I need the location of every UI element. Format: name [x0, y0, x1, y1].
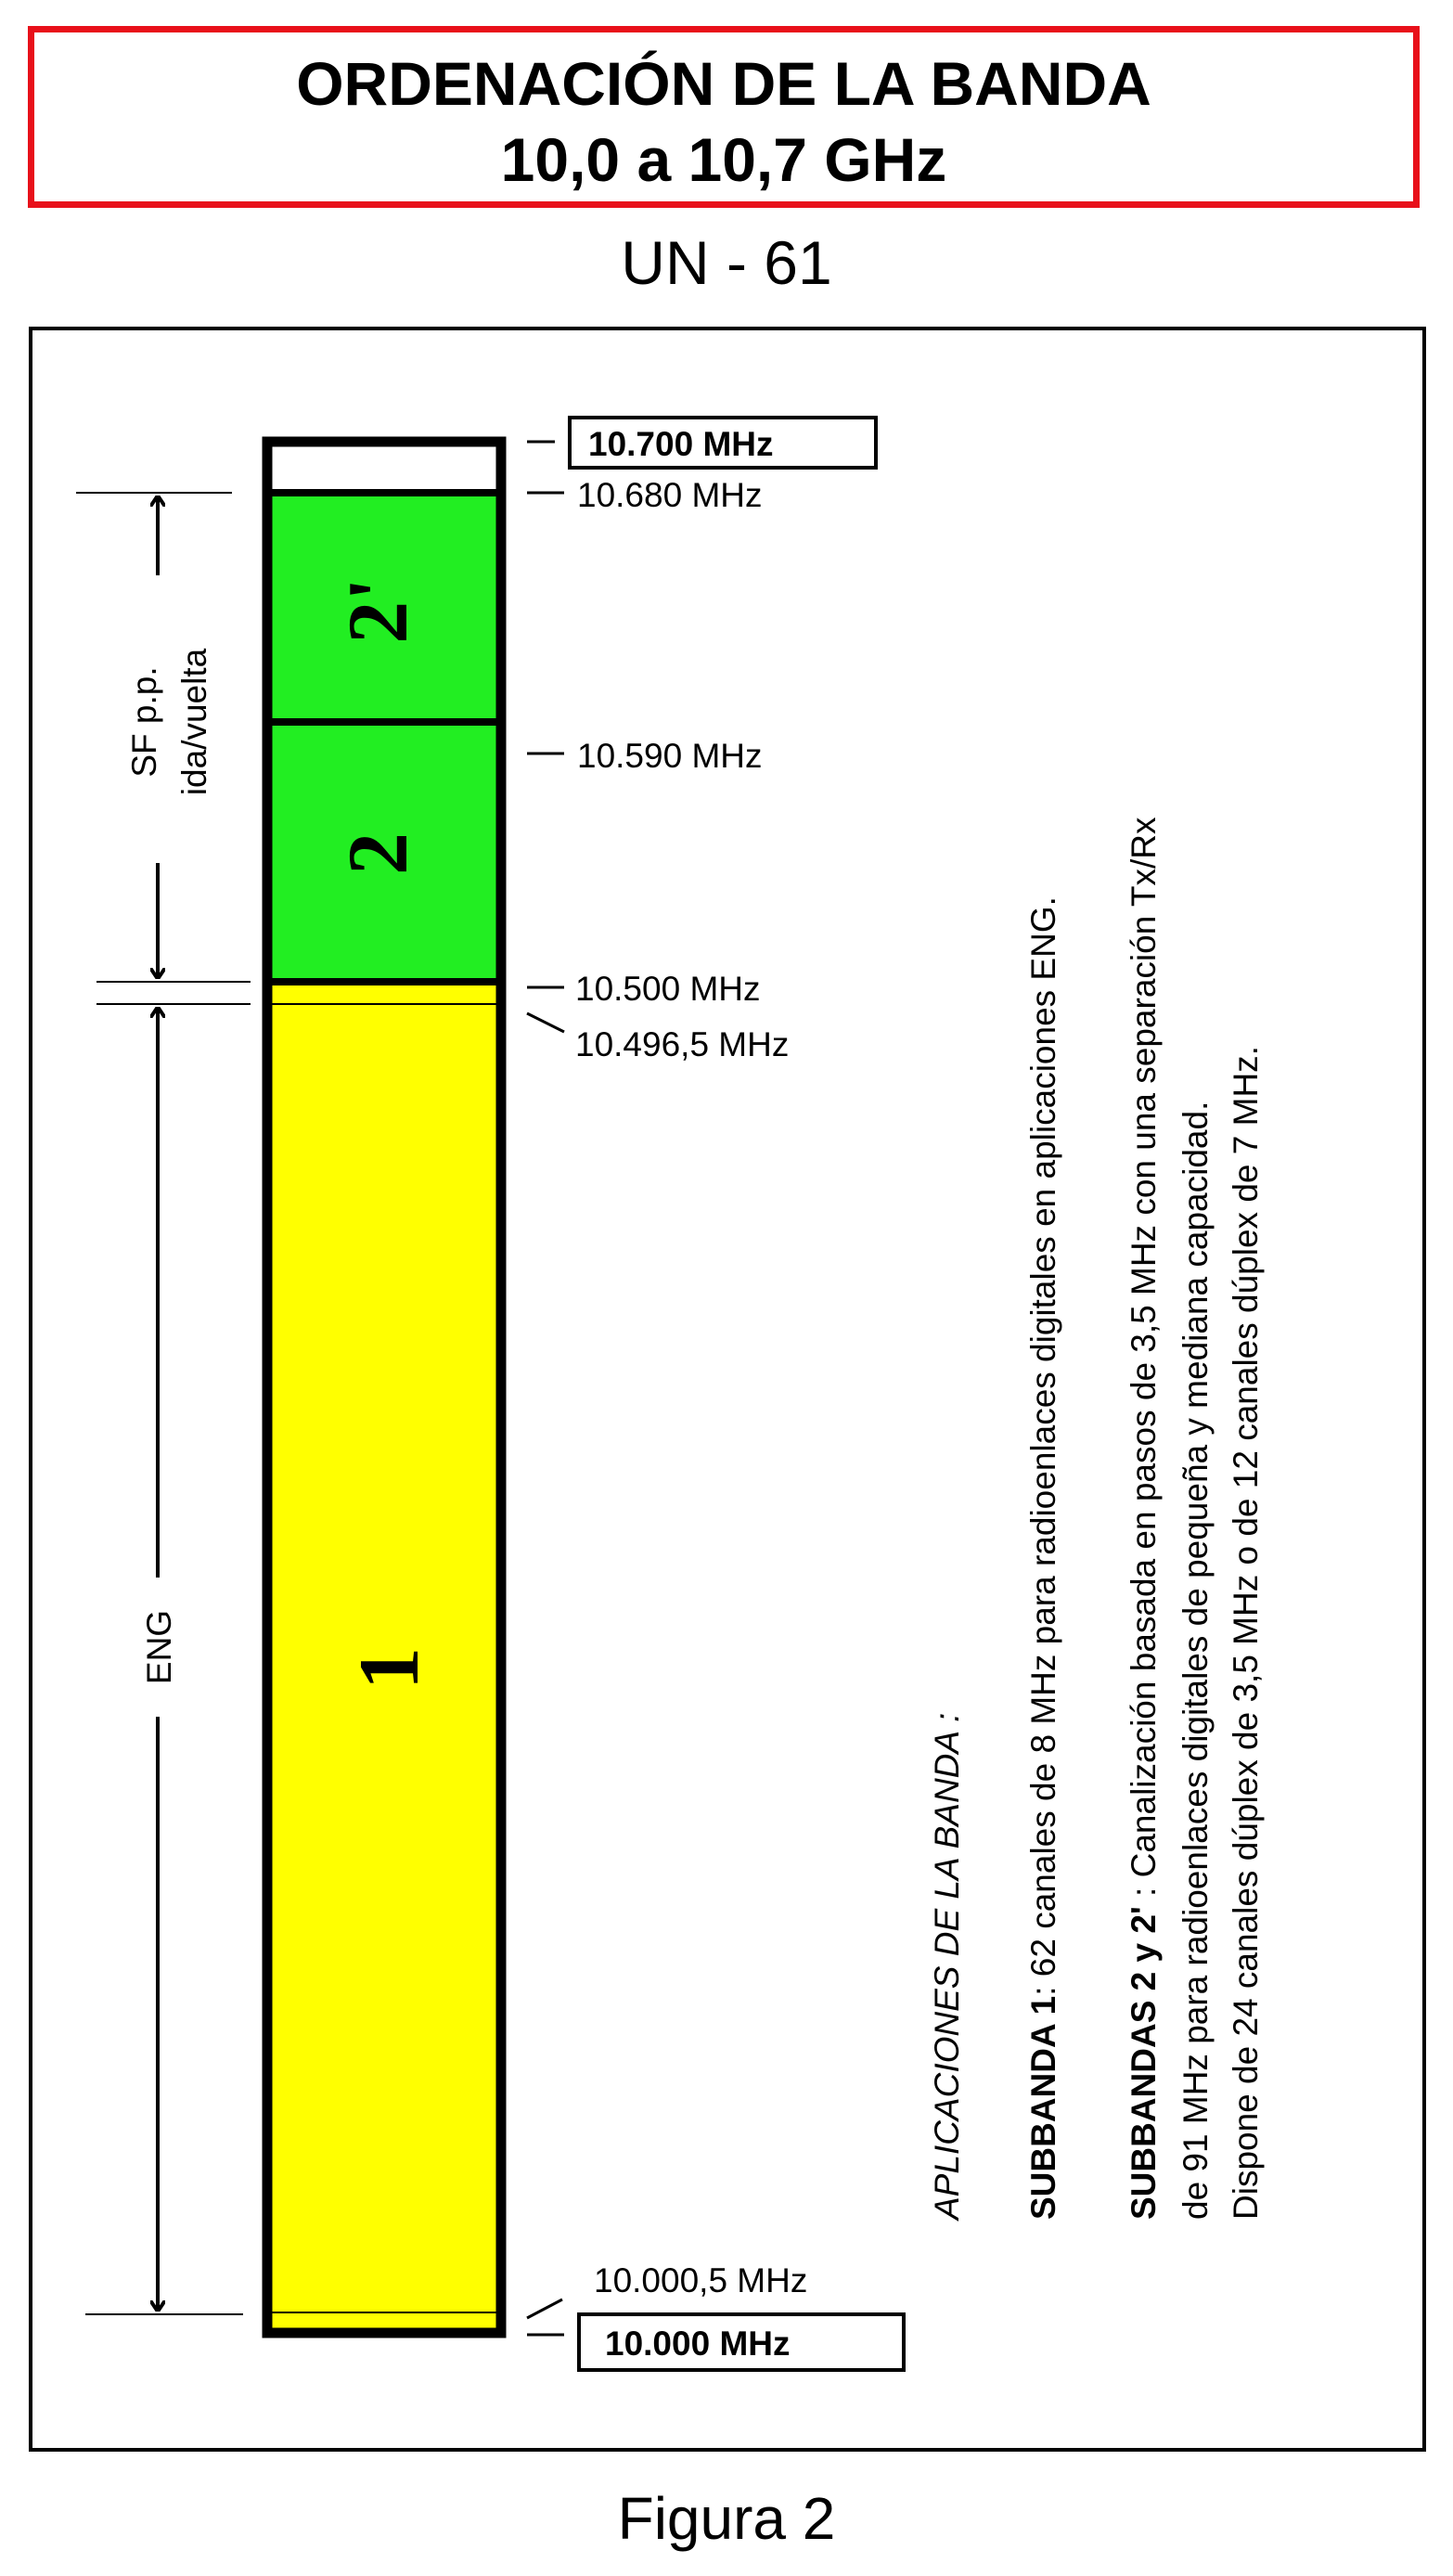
subbandas2-description-line3 [1228, 1046, 1263, 2220]
freq-label-10496: 10.496,5 MHz [575, 1025, 790, 1063]
allocation-code: UN - 61 [621, 228, 832, 297]
top-freq-label: 10.700 MHz [588, 425, 774, 463]
subband-2-label: 2 [330, 832, 425, 875]
subband-2prime-label: 2' [330, 577, 425, 644]
tick-10000-5 [527, 2299, 562, 2318]
subbandas2-description-line2 [1178, 1101, 1213, 2220]
figure-caption: Figura 2 [617, 2485, 836, 2552]
tick-10496 [527, 1013, 564, 1032]
sf-label-line2: ida/vuelta [175, 648, 213, 796]
subbanda1-text: : 62 canales de 8 MHz para radioenlaces digitales en aplicaciones ENG. [1024, 896, 1062, 1996]
subbandas2-line3: Dispone de 24 canales dúplex de 3,5 MHz o de 12 canales dúplex de 7 MHz. [1227, 1046, 1265, 2220]
title-line-2: 10,0 a 10,7 GHz [500, 125, 947, 194]
freq-label-10680: 10.680 MHz [577, 476, 763, 514]
applications-heading: APLICACIONES DE LA BANDA : [928, 1712, 966, 2220]
title-line-1: ORDENACIÓN DE LA BANDA [296, 49, 1151, 118]
band-top-guard [267, 444, 501, 493]
sf-label-line1: SF p.p. [125, 666, 163, 778]
subband-1-label: 1 [341, 1647, 436, 1690]
subbandas2-description-line1 [1126, 817, 1161, 2220]
subbanda1-label: SUBBANDA 1 [1024, 1995, 1062, 2220]
subbandas2-line2: de 91 MHz para radioenlaces digitales de pequeña y mediana capacidad. [1177, 1101, 1215, 2220]
freq-label-10590: 10.590 MHz [577, 737, 763, 775]
subbandas2-line1: : Canalización basada en pasos de 3,5 MHz con una separación Tx/Rx [1125, 817, 1163, 1907]
eng-label: ENG [140, 1609, 178, 1685]
freq-label-10000-5: 10.000,5 MHz [594, 2261, 808, 2299]
bottom-freq-label: 10.000 MHz [605, 2325, 791, 2363]
freq-label-10500: 10.500 MHz [575, 970, 761, 1008]
subbandas2-label: SUBBANDAS 2 y 2' [1125, 1906, 1163, 2220]
subbanda1-description [1026, 896, 1061, 2220]
